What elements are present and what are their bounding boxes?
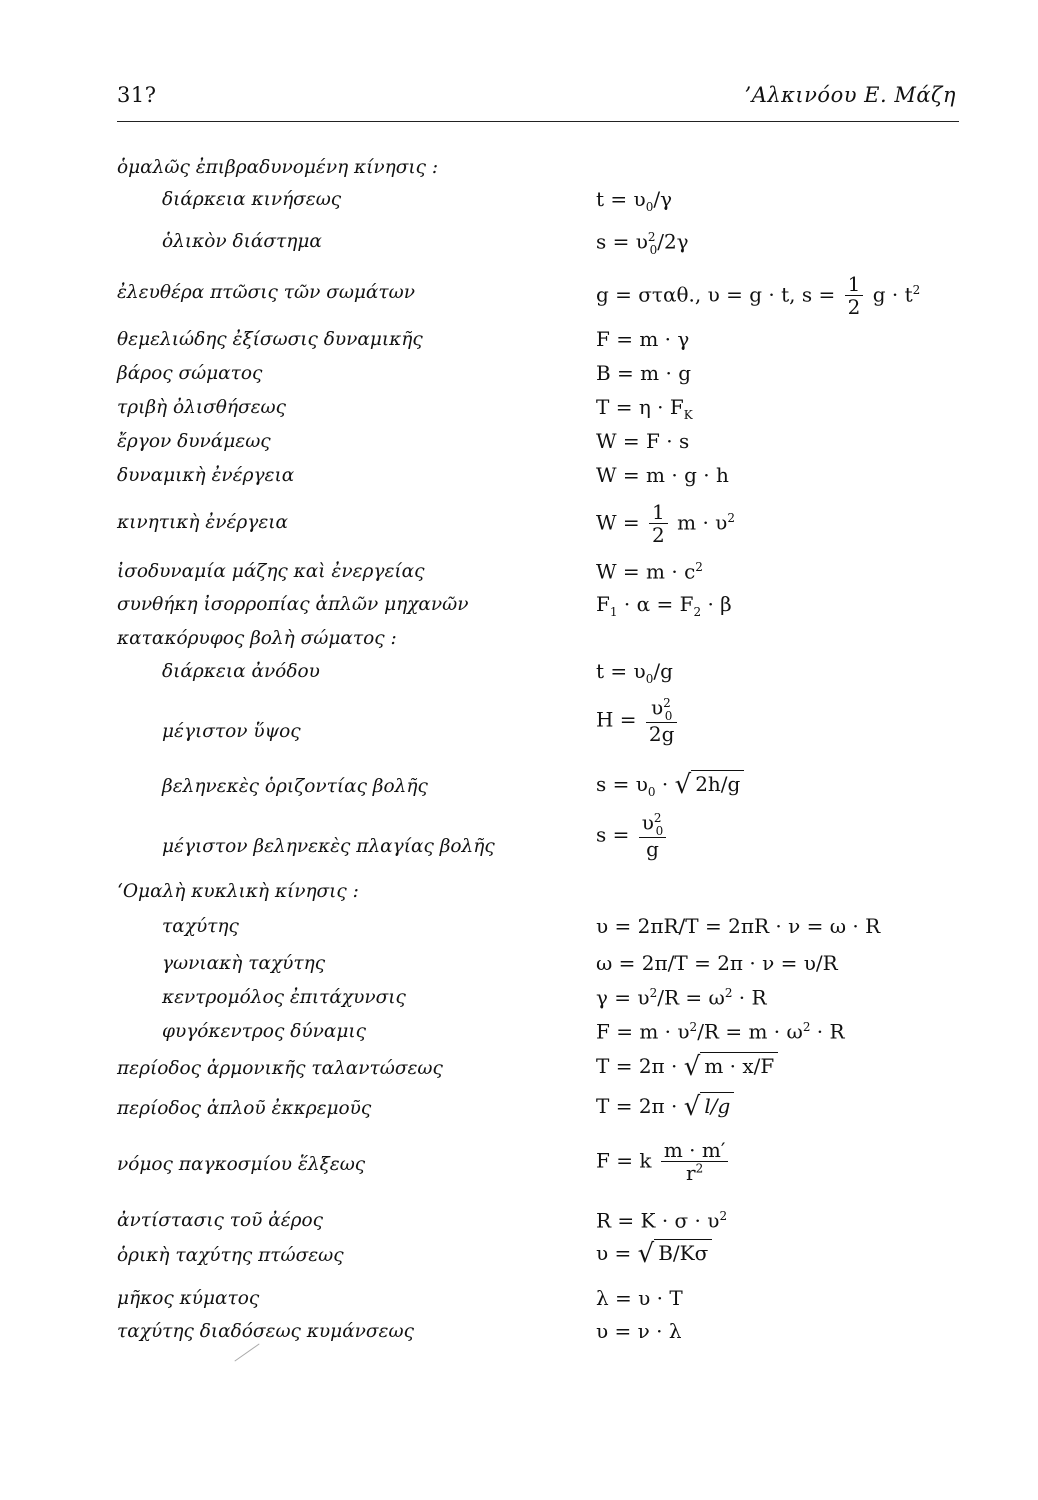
formula: υ = √ B/Kσ <box>596 1241 712 1267</box>
running-header-author: ’Αλκινόου Ε. Μάζη <box>744 83 956 107</box>
label: διάρκεια ἀνόδου <box>162 661 320 682</box>
label: θεμελιώδης ἐξίσωσις δυναμικῆς <box>117 329 423 350</box>
formula: $F_1 \cdot \alpha = F_2 \cdot \beta$ <box>596 592 732 619</box>
radical-sign: √ <box>674 770 692 800</box>
label: περίοδος ἁρμονικῆς ταλαντώσεως <box>117 1058 443 1079</box>
formula: B = m · g <box>596 361 692 385</box>
formula: $F = m \cdot \upsilon^2/R = m \cdot \omega^2 \cdot R$ <box>596 1019 845 1044</box>
formula: $t = \upsilon_0/\gamma$ <box>596 187 673 214</box>
pencil-mark <box>234 1343 259 1361</box>
radical-sign: √ <box>683 1092 701 1122</box>
label: κεντρομόλος ἐπιτάχυνσις <box>162 987 406 1008</box>
label: βεληνεκὲς ὁριζοντίας βολῆς <box>162 776 428 797</box>
label: ἐλευθέρα πτῶσις τῶν σωμάτων <box>117 282 415 303</box>
formula: $W = m \cdot c^2$ <box>596 559 703 584</box>
page-number: 31? <box>117 83 157 107</box>
label: ταχύτης <box>162 916 239 937</box>
formula: g = σταθ., υ = g · t, s = $\frac{1}{2}$ $g \cdot t^2$ <box>596 272 921 319</box>
label: ὁμαλῶς ἐπιβραδυνομένη κίνησις : <box>117 157 439 178</box>
formula: W = $\frac{1}{2}$ $m \cdot \upsilon^2$ <box>596 500 735 547</box>
label: συνθήκη ἰσορροπίας ἁπλῶν μηχανῶν <box>117 594 469 615</box>
label: ὁρικὴ ταχύτης πτώσεως <box>117 1245 344 1266</box>
formula: υ = 2πR/T = 2πR · ν = ω · R <box>596 914 881 938</box>
label: διάρκεια κινήσεως <box>162 189 342 210</box>
formula: s = $\frac{\upsilon^2_0}{g}$ <box>596 812 669 860</box>
formula: υ = ν · λ <box>596 1319 682 1343</box>
formula: W = m · g · h <box>596 463 729 487</box>
formula: $R = K \cdot \sigma \cdot \upsilon^2$ <box>596 1208 728 1233</box>
formula: $s = \upsilon_0$ · √ 2h/g <box>596 772 744 798</box>
formula: F = k $\frac{m \cdot m'}{r^2}$ <box>596 1140 731 1184</box>
label: ἀντίστασις τοῦ ἀέρος <box>117 1210 324 1231</box>
formula: ω = 2π/T = 2π · ν = υ/R <box>596 951 838 975</box>
label: ‘Ομαλὴ κυκλικὴ κίνησις : <box>117 881 359 902</box>
formula: F = m · γ <box>596 327 690 351</box>
label: κατακόρυφος βολὴ σώματος : <box>117 628 397 649</box>
formula: H = $\frac{\upsilon^2_0}{2g}$ <box>596 697 680 745</box>
label: ταχύτης διαδόσεως κυμάνσεως <box>117 1321 414 1342</box>
label: βάρος σώματος <box>117 363 263 384</box>
label: ἔργον δυνάμεως <box>117 431 271 452</box>
label: μῆκος κύματος <box>117 1288 260 1309</box>
label: ὁλικὸν διάστημα <box>162 231 322 252</box>
label: γωνιακὴ ταχύτης <box>162 953 326 974</box>
radical-sign: √ <box>683 1052 701 1082</box>
label: μέγιστον βεληνεκὲς πλαγίας βολῆς <box>162 836 495 857</box>
formula: $s = \upsilon^2_0/2\gamma$ <box>596 229 689 257</box>
formula: $T = \eta \cdot F_K$ <box>596 395 693 422</box>
label: μέγιστον ὕψος <box>162 721 301 742</box>
label: φυγόκεντρος δύναμις <box>162 1021 366 1042</box>
label: δυναμικὴ ἐνέργεια <box>117 465 295 486</box>
label: ἰσοδυναμία μάζης καὶ ἐνεργείας <box>117 561 425 582</box>
formula: $\gamma = \upsilon^2/R = \omega^2 \cdot R$ <box>596 985 767 1010</box>
label: νόμος παγκοσμίου ἕλξεως <box>117 1154 366 1175</box>
formula: T = 2π · √ l/g <box>596 1094 734 1120</box>
label: κινητικὴ ἐνέργεια <box>117 512 289 533</box>
label: περίοδος ἁπλοῦ ἐκκρεμοῦς <box>117 1098 372 1119</box>
header-rule <box>117 121 959 122</box>
formula: λ = υ · T <box>596 1286 683 1310</box>
radical-sign: √ <box>637 1239 655 1269</box>
formula: $t = \upsilon_0/g$ <box>596 659 673 686</box>
label: τριβὴ ὀλισθήσεως <box>117 397 286 418</box>
formula: W = F · s <box>596 429 690 453</box>
formula: T = 2π · √ m · x/F <box>596 1054 778 1080</box>
